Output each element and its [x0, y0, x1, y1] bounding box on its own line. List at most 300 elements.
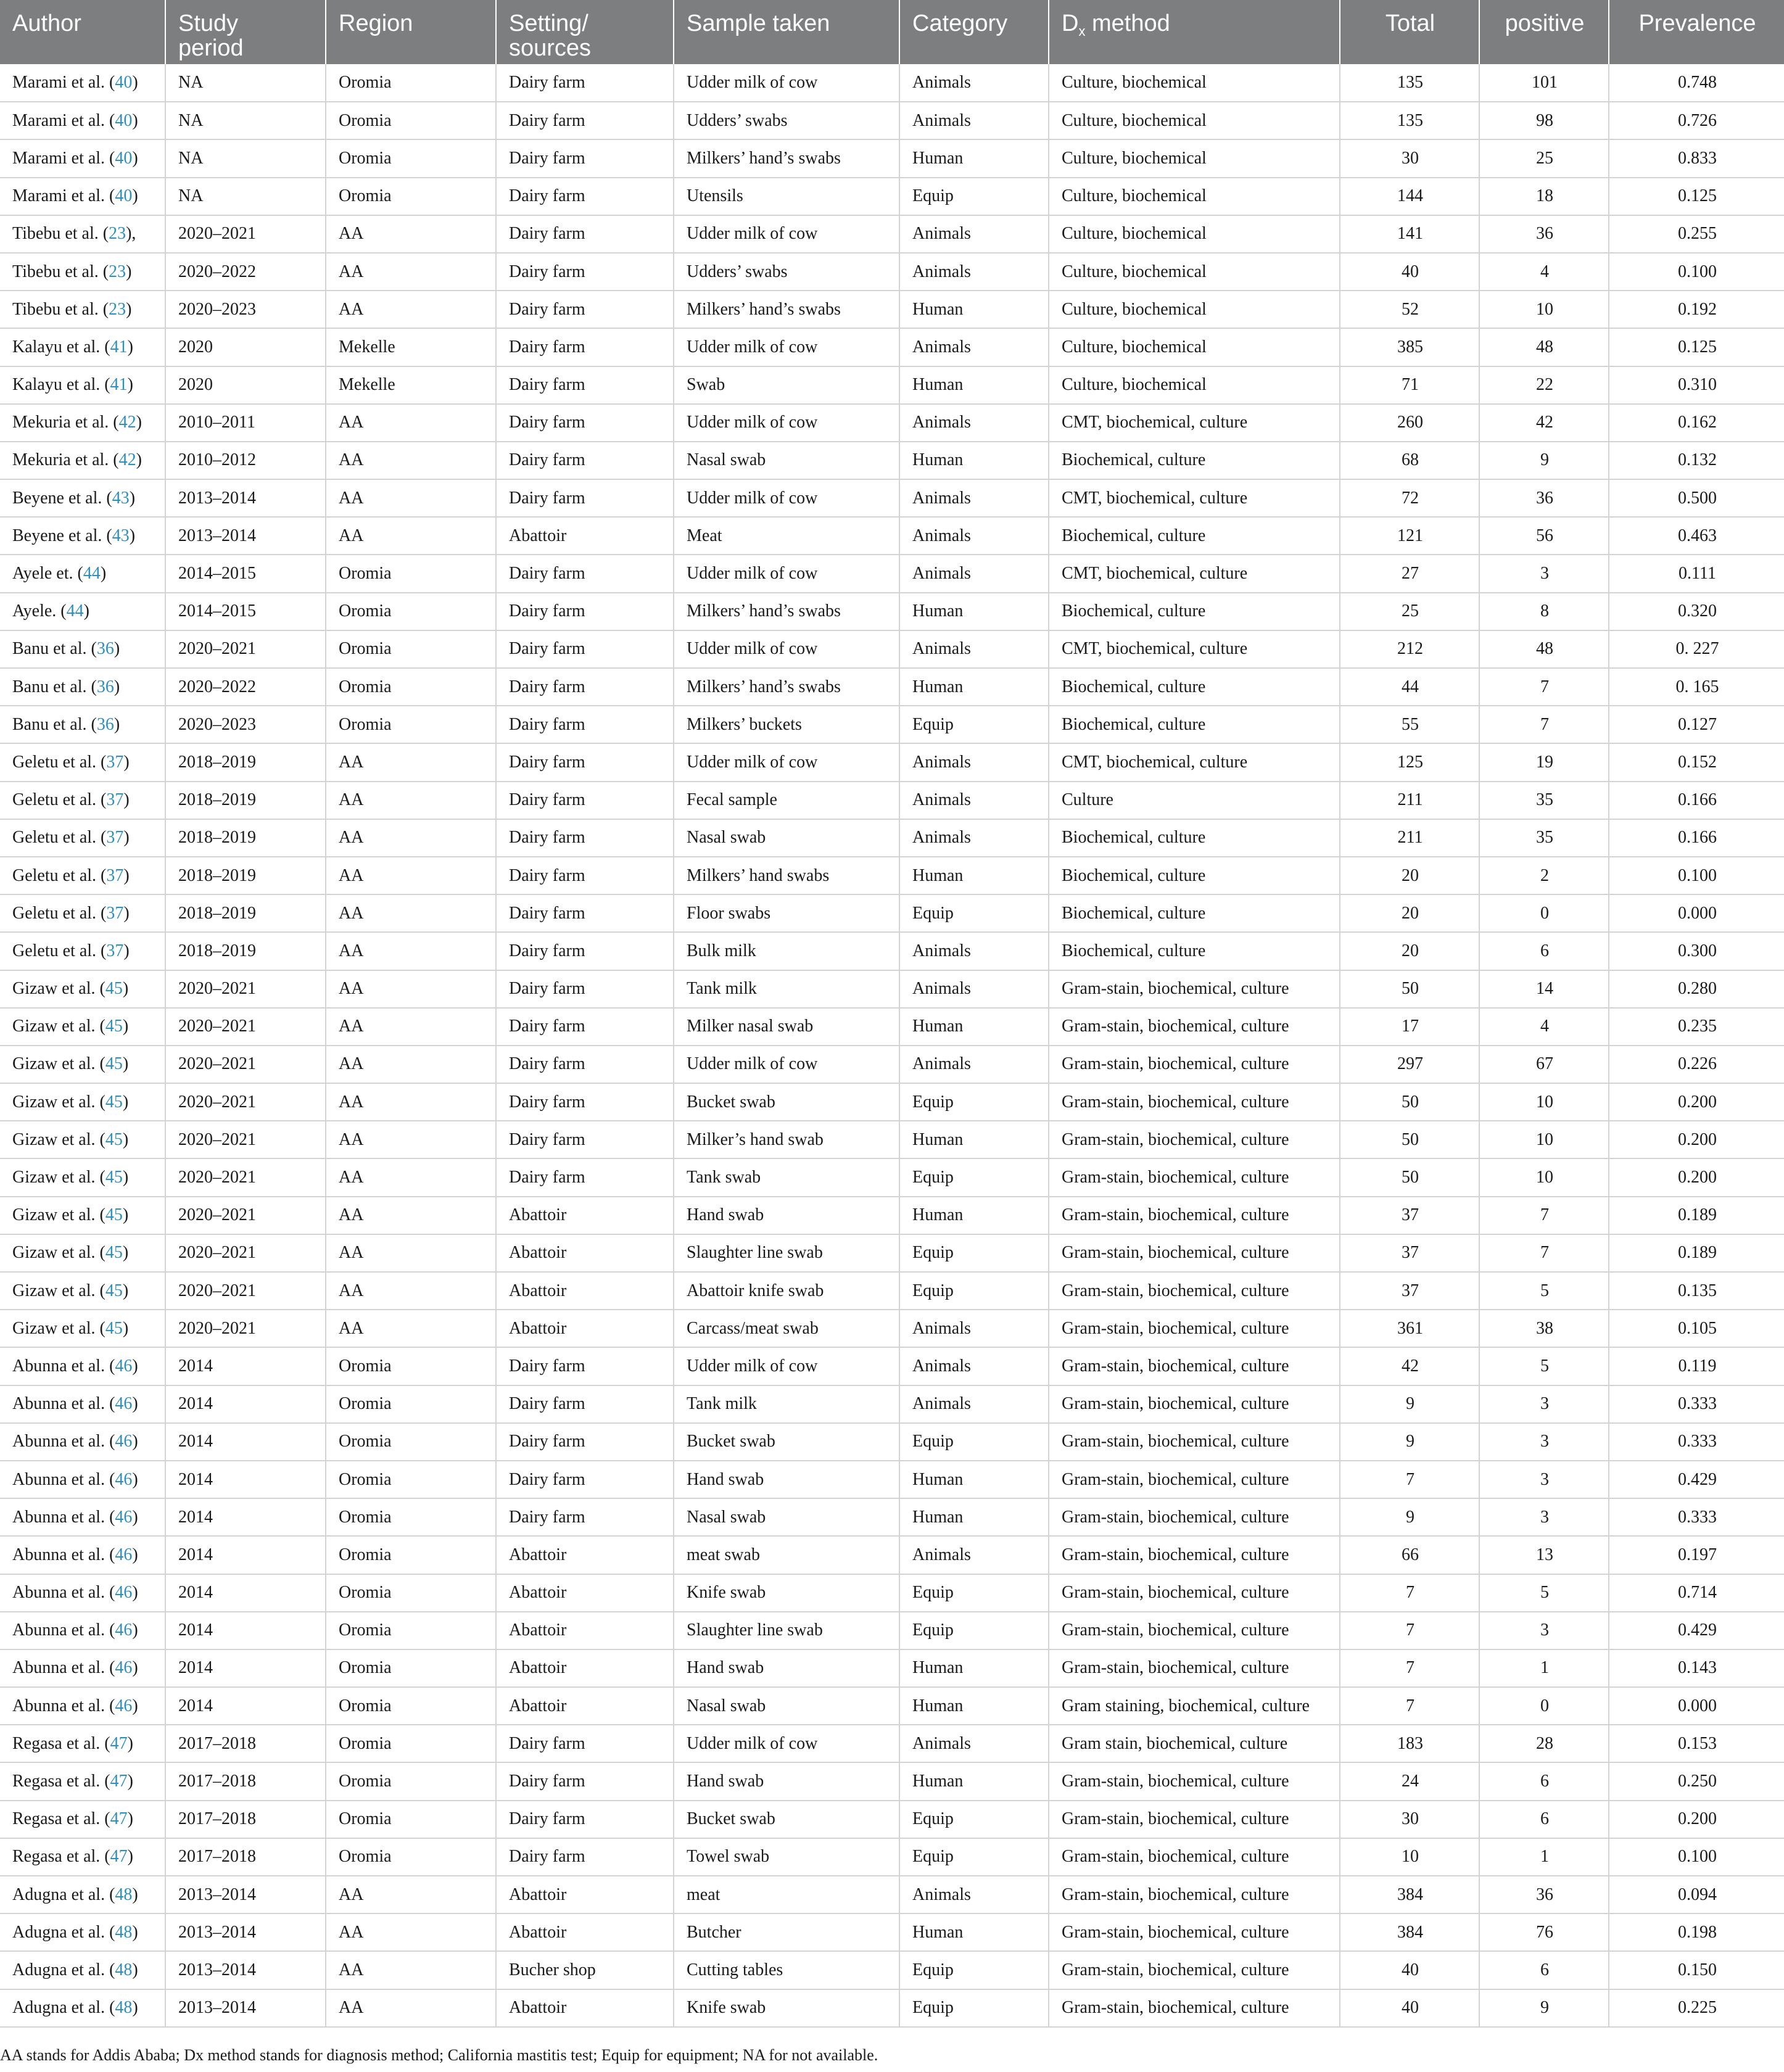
author-suffix: ) [132, 1394, 138, 1414]
cell-author [0, 1687, 165, 1725]
table-row [0, 706, 1784, 743]
cell-setting: Dairy farm [496, 706, 674, 743]
cell-study-period: 2017–2018 [165, 1838, 326, 1876]
cell-setting: Dairy farm [496, 1046, 674, 1083]
cell-setting: Dairy farm [496, 593, 674, 630]
cell-author [0, 1951, 165, 1989]
cell-setting: Abattoir [496, 1310, 674, 1347]
table-row [0, 1687, 1784, 1725]
cell-region: AA [326, 1008, 496, 1046]
cell-total: 384 [1340, 1913, 1479, 1951]
author-suffix: ) [122, 1129, 129, 1149]
cell-category: Human [899, 1008, 1049, 1046]
citation-link[interactable]: 36 [96, 677, 114, 696]
author-name: Geletu et al. ( [12, 865, 107, 885]
author-name: Gizaw et al. ( [12, 1129, 105, 1149]
cell-prevalence: 0.000 [1609, 1687, 1784, 1725]
cell-author [0, 1801, 165, 1838]
cell-region: Oromia [326, 1687, 496, 1725]
cell-category: Human [899, 139, 1049, 177]
cell-category: Equip [899, 1951, 1049, 1989]
cell-positive: 1 [1479, 1838, 1609, 1876]
citation-link[interactable]: 43 [112, 488, 130, 508]
table-row [0, 1762, 1784, 1800]
cell-study-period: 2020–2022 [165, 253, 326, 291]
cell-study-period: 2020–2021 [165, 970, 326, 1008]
cell-positive: 0 [1479, 894, 1609, 932]
cell-setting: Dairy farm [496, 970, 674, 1008]
author-suffix: ) [123, 941, 130, 960]
citation-link[interactable]: 37 [106, 941, 124, 960]
cell-region: AA [326, 479, 496, 517]
cell-region: Oromia [326, 1762, 496, 1800]
citation-link[interactable]: 23 [109, 299, 126, 319]
cell-author [0, 1536, 165, 1574]
citation-link[interactable]: 46 [115, 1356, 133, 1376]
cell-region: Oromia [326, 555, 496, 592]
citation-link[interactable]: 42 [118, 450, 136, 470]
author-suffix: ) [132, 1620, 138, 1640]
citation-link[interactable]: 46 [115, 1507, 133, 1527]
citation-link[interactable]: 48 [115, 1960, 133, 1979]
cell-prevalence: 0.153 [1609, 1725, 1784, 1762]
cell-positive: 10 [1479, 291, 1609, 328]
cell-sample: Meat [674, 517, 899, 555]
cell-total: 361 [1340, 1310, 1479, 1347]
citation-link[interactable]: 41 [110, 375, 128, 395]
cell-category: Equip [899, 1838, 1049, 1876]
cell-sample: Udder milk of cow [674, 630, 899, 668]
citation-link[interactable]: 36 [96, 714, 114, 734]
cell-total: 66 [1340, 1536, 1479, 1574]
cell-prevalence: 0.300 [1609, 932, 1784, 970]
cell-dx-method: Gram-stain, biochemical, culture [1049, 970, 1340, 1008]
cell-author [0, 1234, 165, 1272]
cell-total: 9 [1340, 1385, 1479, 1423]
cell-study-period: 2018–2019 [165, 819, 326, 857]
cell-author [0, 366, 165, 404]
cell-prevalence: 0.132 [1609, 442, 1784, 479]
cell-sample: Utensils [674, 178, 899, 215]
cell-sample: Udder milk of cow [674, 404, 899, 442]
col-header-total: Total [1340, 0, 1479, 64]
cell-setting: Dairy farm [496, 1762, 674, 1800]
cell-study-period: 2014 [165, 1385, 326, 1423]
cell-dx-method: Gram-stain, biochemical, culture [1049, 1762, 1340, 1800]
cell-region: AA [326, 1158, 496, 1196]
author-suffix: ) [132, 1696, 138, 1715]
citation-link[interactable]: 46 [115, 1545, 133, 1564]
cell-category: Human [899, 1762, 1049, 1800]
cell-dx-method: CMT, biochemical, culture [1049, 630, 1340, 668]
cell-positive: 67 [1479, 1046, 1609, 1083]
cell-sample: Milkers’ hand’s swabs [674, 593, 899, 630]
cell-author [0, 1310, 165, 1347]
citation-link[interactable]: 46 [115, 1696, 133, 1715]
author-name: Regasa et al. ( [12, 1847, 110, 1867]
citation-link[interactable]: 37 [106, 828, 124, 848]
citation-link[interactable]: 41 [110, 337, 128, 357]
cell-category: Animals [899, 1347, 1049, 1385]
cell-author [0, 1574, 165, 1612]
citation-link[interactable]: 37 [106, 790, 124, 810]
cell-total: 25 [1340, 593, 1479, 630]
cell-author [0, 328, 165, 366]
cell-dx-method: Gram-stain, biochemical, culture [1049, 1913, 1340, 1951]
cell-total: 55 [1340, 706, 1479, 743]
cell-setting: Dairy farm [496, 1385, 674, 1423]
cell-positive: 25 [1479, 139, 1609, 177]
cell-setting: Dairy farm [496, 1461, 674, 1498]
cell-region: Oromia [326, 1838, 496, 1876]
cell-setting: Dairy farm [496, 253, 674, 291]
col-header-setting: Setting/ sources [496, 0, 674, 64]
citation-link[interactable]: 48 [115, 1884, 133, 1904]
cell-positive: 36 [1479, 479, 1609, 517]
cell-author [0, 404, 165, 442]
cell-category: Equip [899, 1158, 1049, 1196]
cell-positive: 1 [1479, 1649, 1609, 1687]
author-suffix: ) [100, 564, 107, 584]
cell-sample: Towel swab [674, 1838, 899, 1876]
cell-total: 24 [1340, 1762, 1479, 1800]
citation-link[interactable]: 23 [109, 224, 126, 244]
cell-category: Human [899, 442, 1049, 479]
author-name: Banu et al. ( [12, 677, 97, 696]
table-row [0, 517, 1784, 555]
citation-link[interactable]: 45 [105, 1281, 123, 1300]
cell-author [0, 857, 165, 894]
col-header-prevalence: Prevalence [1609, 0, 1784, 64]
citation-link[interactable]: 47 [110, 1847, 128, 1867]
cell-total: 183 [1340, 1725, 1479, 1762]
citation-link[interactable]: 37 [106, 865, 124, 885]
cell-positive: 3 [1479, 1385, 1609, 1423]
cell-category: Human [899, 1121, 1049, 1158]
cell-category: Human [899, 1461, 1049, 1498]
cell-positive: 38 [1479, 1310, 1609, 1347]
author-suffix: ) [123, 903, 130, 923]
cell-setting: Dairy farm [496, 782, 674, 819]
cell-prevalence: 0.235 [1609, 1008, 1784, 1046]
author-name: Adugna et al. ( [12, 1960, 115, 1979]
cell-prevalence: 0.726 [1609, 102, 1784, 139]
table-row [0, 894, 1784, 932]
table-row [0, 1121, 1784, 1158]
cell-study-period: 2014 [165, 1461, 326, 1498]
cell-sample: Milker nasal swab [674, 1008, 899, 1046]
author-suffix: ) [122, 1281, 129, 1300]
cell-category: Animals [899, 743, 1049, 781]
author-suffix: ) [127, 375, 133, 395]
cell-dx-method: CMT, biochemical, culture [1049, 404, 1340, 442]
cell-author [0, 593, 165, 630]
cell-positive: 2 [1479, 857, 1609, 894]
author-name: Banu et al. ( [12, 714, 97, 734]
table-row [0, 1083, 1784, 1121]
cell-region: Oromia [326, 178, 496, 215]
cell-category: Animals [899, 1536, 1049, 1574]
cell-study-period: 2014–2015 [165, 555, 326, 592]
cell-category: Animals [899, 932, 1049, 970]
cell-positive: 18 [1479, 178, 1609, 215]
cell-setting: Dairy farm [496, 1725, 674, 1762]
citation-link[interactable]: 47 [110, 1733, 128, 1753]
cell-positive: 3 [1479, 555, 1609, 592]
col-header-positive: positive [1479, 0, 1609, 64]
cell-positive: 14 [1479, 970, 1609, 1008]
author-name: Gizaw et al. ( [12, 979, 105, 999]
cell-setting: Dairy farm [496, 366, 674, 404]
cell-positive: 36 [1479, 215, 1609, 253]
cell-prevalence: 0.100 [1609, 857, 1784, 894]
cell-positive: 9 [1479, 1989, 1609, 2027]
cell-sample: Tank milk [674, 970, 899, 1008]
table-row [0, 1347, 1784, 1385]
author-suffix: ) [123, 865, 130, 885]
cell-setting: Abattoir [496, 1649, 674, 1687]
cell-total: 260 [1340, 404, 1479, 442]
table-row [0, 1574, 1784, 1612]
cell-dx-method: CMT, biochemical, culture [1049, 555, 1340, 592]
table-row [0, 857, 1784, 894]
cell-positive: 35 [1479, 819, 1609, 857]
cell-region: Oromia [326, 1574, 496, 1612]
cell-author [0, 1913, 165, 1951]
cell-study-period: 2010–2011 [165, 404, 326, 442]
cell-study-period: NA [165, 139, 326, 177]
author-name: Gizaw et al. ( [12, 1205, 105, 1225]
cell-total: 37 [1340, 1234, 1479, 1272]
cell-sample: meat swab [674, 1536, 899, 1574]
author-name: Abunna et al. ( [12, 1696, 115, 1715]
cell-category: Human [899, 366, 1049, 404]
cell-positive: 0 [1479, 1687, 1609, 1725]
col-header-dx-method: $D_x$ method [1049, 0, 1340, 64]
cell-study-period: 2018–2019 [165, 782, 326, 819]
cell-region: Oromia [326, 1725, 496, 1762]
cell-total: 7 [1340, 1574, 1479, 1612]
cell-region: Oromia [326, 102, 496, 139]
author-suffix: ) [83, 601, 89, 621]
cell-region: AA [326, 970, 496, 1008]
author-name: Abunna et al. ( [12, 1507, 115, 1527]
citation-link[interactable]: 36 [96, 639, 114, 659]
cell-study-period: 2014 [165, 1649, 326, 1687]
cell-prevalence: 0.429 [1609, 1461, 1784, 1498]
cell-category: Equip [899, 1989, 1049, 2027]
cell-total: 135 [1340, 64, 1479, 102]
citation-link[interactable]: 40 [115, 186, 133, 206]
cell-total: 7 [1340, 1612, 1479, 1649]
cell-dx-method: Gram-stain, biochemical, culture [1049, 1008, 1340, 1046]
cell-total: 30 [1340, 1801, 1479, 1838]
cell-setting: Abattoir [496, 517, 674, 555]
cell-region: Oromia [326, 668, 496, 706]
cell-dx-method: Gram-stain, biochemical, culture [1049, 1385, 1340, 1423]
cell-dx-method: Gram-stain, biochemical, culture [1049, 1612, 1340, 1649]
author-name: Geletu et al. ( [12, 790, 107, 810]
citation-link[interactable]: 48 [115, 1998, 133, 2018]
cell-total: 121 [1340, 517, 1479, 555]
cell-study-period: 2020–2022 [165, 668, 326, 706]
cell-total: 125 [1340, 743, 1479, 781]
table-row [0, 743, 1784, 781]
citation-link[interactable]: 46 [115, 1658, 133, 1678]
cell-region: AA [326, 1310, 496, 1347]
cell-prevalence: 0.333 [1609, 1498, 1784, 1536]
author-suffix: ) [132, 1432, 138, 1451]
author-suffix: ) [114, 677, 120, 696]
author-suffix: ) [132, 148, 138, 168]
cell-region: AA [326, 1046, 496, 1083]
cell-dx-method: Culture, biochemical [1049, 328, 1340, 366]
cell-study-period: 2013–2014 [165, 517, 326, 555]
cell-author [0, 668, 165, 706]
cell-category: Animals [899, 819, 1049, 857]
cell-prevalence: 0.119 [1609, 1347, 1784, 1385]
table-row [0, 1951, 1784, 1989]
cell-region: AA [326, 932, 496, 970]
cell-region: Oromia [326, 1385, 496, 1423]
col-header-study-period: Study period [165, 0, 326, 64]
citation-link[interactable]: 45 [105, 1243, 123, 1263]
citation-link[interactable]: 45 [105, 1168, 123, 1187]
cell-prevalence: 0.162 [1609, 404, 1784, 442]
cell-setting: Abattoir [496, 1876, 674, 1913]
cell-author [0, 932, 165, 970]
cell-prevalence: 0.255 [1609, 215, 1784, 253]
cell-positive: 48 [1479, 328, 1609, 366]
author-suffix: ) [132, 1507, 138, 1527]
citation-link[interactable]: 47 [110, 1809, 128, 1829]
cell-dx-method: Gram-stain, biochemical, culture [1049, 1536, 1340, 1574]
author-suffix: ) [122, 1205, 129, 1225]
citation-link[interactable]: 47 [110, 1772, 128, 1791]
table-row [0, 1158, 1784, 1196]
cell-total: 50 [1340, 970, 1479, 1008]
cell-author [0, 1498, 165, 1536]
cell-sample: Milkers’ hand’s swabs [674, 139, 899, 177]
citation-link[interactable]: 45 [105, 1054, 123, 1074]
cell-setting: Abattoir [496, 1612, 674, 1649]
cell-prevalence: 0.833 [1609, 139, 1784, 177]
cell-setting: Dairy farm [496, 819, 674, 857]
cell-region: Oromia [326, 706, 496, 743]
cell-dx-method: Gram-stain, biochemical, culture [1049, 1347, 1340, 1385]
author-name: Marami et al. ( [12, 186, 115, 206]
citation-link[interactable]: 40 [115, 148, 133, 168]
citation-link[interactable]: 46 [115, 1469, 133, 1489]
cell-sample: Udder milk of cow [674, 215, 899, 253]
citation-link[interactable]: 48 [115, 1922, 133, 1942]
cell-sample: Butcher [674, 1913, 899, 1951]
cell-total: 10 [1340, 1838, 1479, 1876]
cell-sample: Bucket swab [674, 1423, 899, 1461]
cell-prevalence: 0.333 [1609, 1385, 1784, 1423]
cell-sample: Fecal sample [674, 782, 899, 819]
cell-positive: 5 [1479, 1347, 1609, 1385]
citation-link[interactable]: 44 [83, 564, 101, 584]
cell-prevalence: 0.200 [1609, 1121, 1784, 1158]
cell-dx-method: Gram-stain, biochemical, culture [1049, 1423, 1340, 1461]
cell-author [0, 1197, 165, 1234]
citation-link[interactable]: 45 [105, 1017, 123, 1036]
cell-category: Human [899, 1498, 1049, 1536]
citation-link[interactable]: 45 [105, 979, 123, 999]
cell-positive: 98 [1479, 102, 1609, 139]
table-row [0, 215, 1784, 253]
cell-prevalence: 0.094 [1609, 1876, 1784, 1913]
citation-link[interactable]: 46 [115, 1394, 133, 1414]
table-row [0, 1913, 1784, 1951]
author-name: Abunna et al. ( [12, 1432, 115, 1451]
citation-link[interactable]: 37 [106, 752, 124, 772]
author-name: Abunna et al. ( [12, 1620, 115, 1640]
cell-category: Human [899, 1197, 1049, 1234]
cell-sample: Milkers’ hand’s swabs [674, 291, 899, 328]
citation-link[interactable]: 45 [105, 1205, 123, 1225]
cell-study-period: 2020 [165, 328, 326, 366]
cell-setting: Dairy farm [496, 1801, 674, 1838]
citation-link[interactable]: 23 [109, 262, 126, 281]
cell-sample: Nasal swab [674, 442, 899, 479]
cell-setting: Dairy farm [496, 139, 674, 177]
cell-author [0, 1423, 165, 1461]
citation-link[interactable]: 46 [115, 1432, 133, 1451]
author-name: Tibebu et al. ( [12, 262, 109, 281]
author-suffix: ) [132, 1960, 138, 1979]
citation-link[interactable]: 44 [66, 601, 84, 621]
cell-author [0, 215, 165, 253]
cell-region: AA [326, 894, 496, 932]
table-row [0, 479, 1784, 517]
citation-link[interactable]: 43 [112, 526, 130, 545]
cell-total: 212 [1340, 630, 1479, 668]
citation-link[interactable]: 45 [105, 1318, 123, 1338]
author-suffix: ) [114, 714, 120, 734]
author-name: Gizaw et al. ( [12, 1092, 105, 1112]
table-row [0, 291, 1784, 328]
cell-total: 42 [1340, 1347, 1479, 1385]
cell-total: 37 [1340, 1197, 1479, 1234]
author-suffix: ) [129, 488, 136, 508]
author-suffix: ) [122, 1092, 129, 1112]
cell-positive: 36 [1479, 1876, 1609, 1913]
citation-link[interactable]: 42 [118, 413, 136, 432]
table-row [0, 1876, 1784, 1913]
citation-link[interactable]: 46 [115, 1620, 133, 1640]
cell-category: Equip [899, 1574, 1049, 1612]
author-suffix: ) [132, 1356, 138, 1376]
cell-setting: Dairy farm [496, 1121, 674, 1158]
cell-region: AA [326, 1989, 496, 2027]
cell-prevalence: 0.166 [1609, 782, 1784, 819]
cell-study-period: 2017–2018 [165, 1725, 326, 1762]
cell-region: AA [326, 857, 496, 894]
citation-link[interactable]: 40 [115, 73, 133, 93]
citation-link[interactable]: 45 [105, 1129, 123, 1149]
cell-total: 17 [1340, 1008, 1479, 1046]
citation-link[interactable]: 40 [115, 110, 133, 130]
citation-link[interactable]: 37 [106, 903, 124, 923]
cell-setting: Dairy farm [496, 743, 674, 781]
citation-link[interactable]: 46 [115, 1583, 133, 1603]
cell-dx-method: Culture [1049, 782, 1340, 819]
citation-link[interactable]: 45 [105, 1092, 123, 1112]
cell-setting: Abattoir [496, 1989, 674, 2027]
cell-dx-method: Gram-stain, biochemical, culture [1049, 1083, 1340, 1121]
